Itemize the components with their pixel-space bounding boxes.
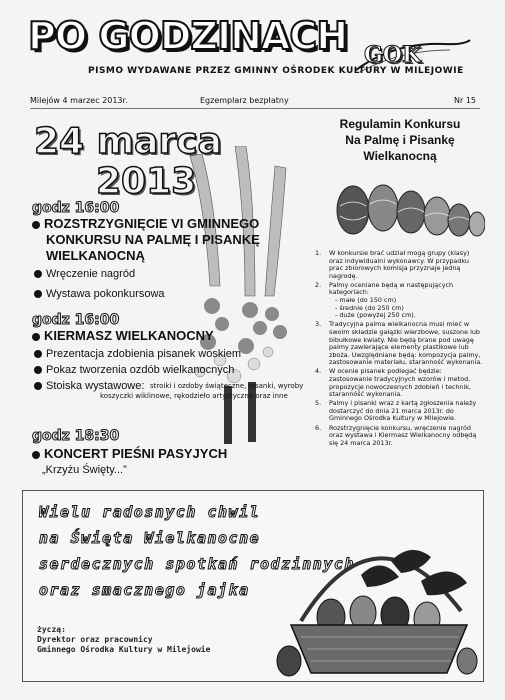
rule-item: 6. Rozstrzygnięcie konkursu, wręczenie nagród oraz wystawa i Kiermasz Wielkanocny odbędą się 24 marca 2013r. [315, 423, 477, 447]
easter-palm-illustration [150, 146, 320, 446]
rule-item: 4. W ocenie pisanek podlegać będzie: zastosowanie tradycyjnych wzorów i metod, propozycje nowoczesnych zdobień i technik, starannóść wykonania. [315, 367, 471, 399]
edition-note: Egzemplarz bezpłatny [200, 96, 289, 105]
event-bullet-decorations: Pokaz tworzenia ozdób wielkanocnych [34, 364, 234, 376]
signature-line-2: Dyrektor oraz pracownicy [37, 635, 153, 644]
rule-item: 5. Palmy i pisanki wraz z kartą zgłoszenia należy dostarczyć do dnia 21 marca 2013r. do Gminnego Ośrodka Kultury w Milejowie. [315, 399, 477, 423]
bullet-icon [34, 350, 42, 358]
issue-number: Nr 15 [454, 96, 476, 105]
bullet-icon [34, 366, 42, 374]
event-title-1-line3: WIELKANOCNĄ [46, 248, 145, 263]
rules-list [315, 250, 485, 449]
greeting-line-1: Wielu radosnych chwil [39, 503, 261, 521]
event-title-3: KONCERT PIEŚNI PASYJYCH [32, 446, 227, 461]
category-large: - duże (powyżej 250 cm). [335, 311, 416, 320]
event-date-year: 2013 [96, 161, 197, 202]
event-bullet-exhibition: Wystawa pokonkursowa [34, 288, 165, 300]
signature-line-1: życzą: [37, 625, 66, 634]
rule-item: 3. Tradycyjna palma wielkanocna musi mieć w swoim składzie gałązki wierzbowe, suszone lub bibułkowe kwiaty. Nie będą brane pod uwagę palmy zawierające elementy plastikowe lub zboża. Uwzględniane będą: kompozycja palmy, zastosowanie materiału, staranność wykonania. [315, 320, 483, 367]
greeting-signature [37, 625, 210, 655]
greeting-line-4: oraz smacznego jajka [39, 581, 250, 599]
event-time-3: godz 18:30 [32, 428, 120, 444]
concert-subtitle: „Krzyżu Święty...” [42, 464, 127, 476]
category-small: - małe (do 150 cm) [335, 296, 397, 305]
event-title-1-line2: KONKURSU NA PALMĘ I PISANKĘ [46, 232, 260, 247]
newsletter-subtitle: PISMO WYDAWANE PRZEZ GMINNY OŚRODEK KULTURY W MILEJOWIE [88, 66, 464, 76]
greeting-line-3: serdecznych spotkań rodzinnych [39, 555, 355, 573]
easter-eggs-illustration [335, 176, 485, 246]
meta-line [30, 96, 480, 109]
category-medium: - średnie (do 250 cm) [335, 303, 404, 312]
stalls-description-2: koszyczki wiklinowe, rękodzieło artystyczne oraz inne [100, 392, 288, 400]
event-title-1-line1: ROZSTRZYGNIĘCIE VI GMINNEGO [44, 216, 260, 231]
bullet-icon [32, 333, 40, 341]
event-bullet-wax: Prezentacja zdobienia pisanek woskiem [34, 348, 241, 360]
easter-basket-illustration [271, 521, 481, 681]
rules-title [315, 116, 485, 164]
contest-rules [315, 116, 485, 492]
greeting-line-2: na Święta Wielkanocne [39, 529, 261, 547]
rules-title-line1: Regulamin Konkursu [339, 117, 461, 131]
event-time-1: godz 16:00 [32, 200, 120, 216]
bullet-icon [34, 382, 42, 390]
event-title-1 [32, 216, 259, 231]
logo-text: GOK [364, 42, 422, 68]
bullet-icon [32, 451, 40, 459]
rules-title-line3: Wielkanocną [363, 149, 437, 163]
bullet-icon [32, 221, 40, 229]
bullet-icon [34, 270, 42, 278]
rule-item: 2. Palmy oceniane będą w następujących kategoriach: - małe (do 150 cm) - średnie (do 250 cm) - duże (powyżej 250 cm). [315, 282, 485, 320]
newsletter-title: PO GODZINACH [28, 14, 348, 58]
event-time-2: godz 16:00 [32, 312, 120, 328]
event-bullet-awards: Wręczenie nagród [34, 268, 135, 280]
event-title-2: KIERMASZ WIELKANOCNY [32, 328, 214, 343]
rules-title-line2: Na Palmę i Pisankę [345, 133, 455, 147]
masthead [28, 14, 478, 84]
bullet-icon [34, 290, 42, 298]
easter-greeting-box [22, 490, 484, 682]
place-date: Milejów 4 marzec 2013r. [30, 96, 128, 105]
signature-line-3: Gminnego Ośrodka Kultury w Milejowie [37, 645, 211, 654]
stalls-description-1: stroiki i ozdoby świąteczne, pisanki, wyroby [150, 382, 304, 390]
event-bullet-stalls: Stoiska wystawowe: [34, 380, 144, 392]
rule-item: 1. W konkursie brać udział mogą grupy (klasy) oraz indywidualni wykonawcy. W przypadku prac zbiorowych komisja przyznaje jedną nagrodę. [315, 249, 470, 280]
event-date-day: 24 marca [34, 121, 222, 162]
